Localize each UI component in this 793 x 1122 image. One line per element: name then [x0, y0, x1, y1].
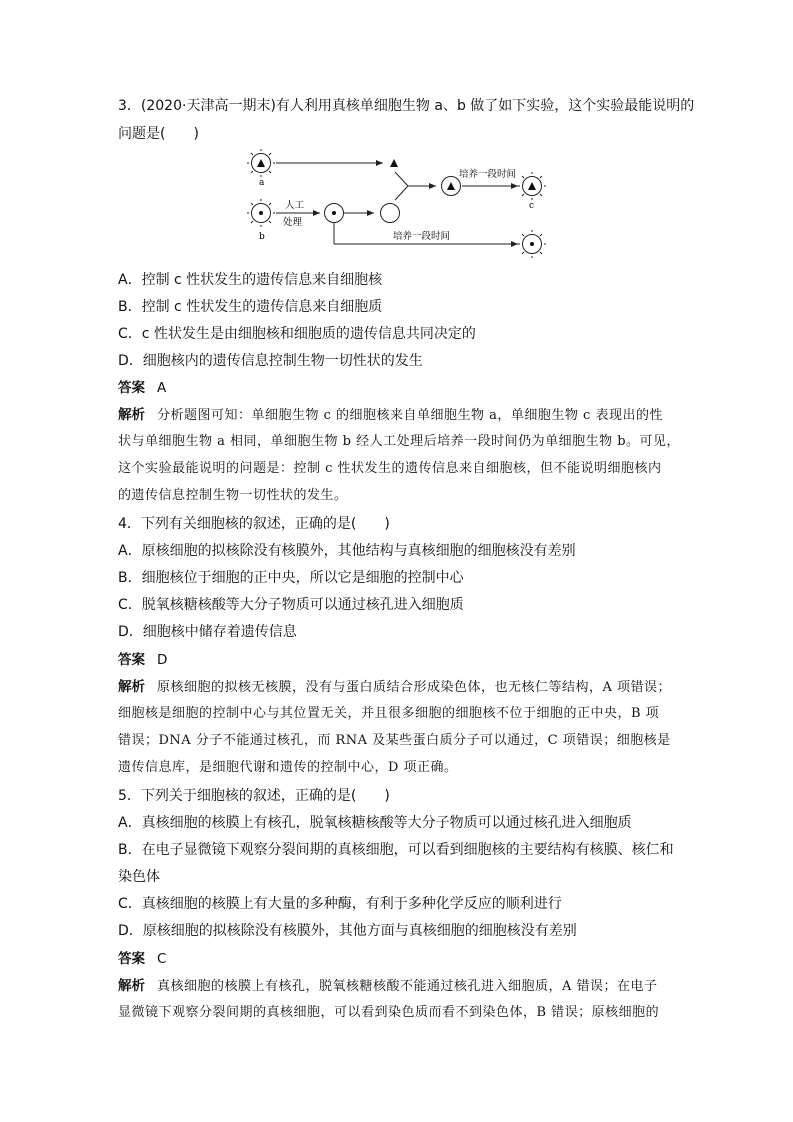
- label-c: c: [529, 201, 535, 211]
- q3-explain-line3: 这个实验最能说明的问题是：控制 c 性状发生的遗传信息来自细胞核，但不能说明细胞核内: [118, 461, 662, 476]
- q4-explain-line4: 遗传信息库，是细胞代谢和遗传的控制中心，D 项正确。: [118, 760, 458, 775]
- q4-explain-line3: 错误；DNA 分子不能通过核孔，而 RNA 及某些蛋白质分子可以通过，C 项错误；细胞核是: [118, 733, 671, 748]
- q3-option-c: C．c 性状发生是由细胞核和细胞质的遗传信息共同决定的: [118, 326, 476, 342]
- q4-explain-line2: 细胞核是细胞的控制中心与其位置无关，并且很多细胞的细胞核不位于细胞的正中央，B 项: [118, 706, 660, 721]
- q3-explain-line4: 的遗传信息控制生物一切性状的发生。: [118, 488, 348, 503]
- q5-stem: 5．下列关于细胞核的叙述，正确的是( ): [118, 788, 390, 804]
- q5-explain-line2: 显微镜下观察分裂间期的真核细胞，可以看到染色质而看不到染色体，B 错误；原核细胞的: [118, 1005, 660, 1020]
- answer-value: C: [157, 951, 167, 967]
- q4-option-d: D．细胞核中储存着遗传信息: [118, 624, 297, 640]
- label-b: b: [259, 232, 265, 242]
- cell-c-icon: [518, 172, 546, 200]
- q5-option-d: D．原核细胞的拟核除没有核膜外，其他方面与真核细胞的细胞核没有差别: [118, 923, 577, 939]
- process-label-line2: 处理: [283, 217, 303, 228]
- explain-label: 解析: [118, 679, 145, 695]
- q3-explain-line1: [118, 405, 663, 426]
- culture-top-label: 培养一段时间: [459, 169, 517, 180]
- explain-text: 原核细胞的拟核无核膜，没有与蛋白质结合形成染色体，也无核仁等结构，A 项错误；: [157, 680, 672, 695]
- answer-label: 答案: [118, 951, 145, 967]
- enucleated-cell-icon: [381, 204, 400, 223]
- q5-option-b-line1: B．在电子显微镜下观察分裂间期的真核细胞，可以看到细胞核的主要结构有核膜、核仁和: [118, 842, 674, 858]
- q5-explain-line1: [118, 976, 658, 997]
- q3-experiment-diagram: [243, 147, 543, 262]
- q4-option-a: A．原核细胞的拟核除没有核膜外，其他结构与真核细胞的细胞核没有差别: [118, 543, 576, 559]
- cell-combined-icon: [442, 177, 461, 196]
- merge-line-lower: [395, 186, 408, 200]
- explain-label: 解析: [118, 407, 145, 423]
- q3-option-a: A．控制 c 性状发生的遗传信息来自细胞核: [118, 272, 383, 288]
- answer-value: A: [157, 380, 167, 396]
- cell-a-icon: [247, 149, 275, 177]
- q3-option-d: D．细胞核内的遗传信息控制生物一切性状的发生: [118, 353, 423, 369]
- q3-stem-line1: 3．(2020·天津高一期末)有人利用真核单细胞生物 a、b 做了如下实验，这个实验最能说明的: [118, 98, 695, 114]
- merge-line-upper: [395, 172, 408, 186]
- cell-b-processed-icon: [325, 204, 344, 223]
- q5-answer: [118, 949, 166, 969]
- explain-text: 真核细胞的核膜上有核孔，脱氧核糖核酸不能通过核孔进入细胞质，A 错误；在电子: [157, 979, 658, 994]
- cell-b-result-icon: [518, 230, 546, 258]
- answer-label: 答案: [118, 380, 145, 396]
- q4-option-b: B．细胞核位于细胞的正中央，所以它是细胞的控制中心: [118, 570, 464, 586]
- q5-option-b-line2: 染色体: [118, 869, 160, 885]
- cell-b-icon: [247, 199, 275, 227]
- answer-value: D: [157, 652, 168, 668]
- nucleus-a-triangle-icon: [390, 159, 398, 167]
- q3-stem-line2: 问题是( ): [118, 126, 199, 142]
- culture-bottom-label: 培养一段时间: [393, 231, 451, 242]
- label-a: a: [259, 178, 265, 188]
- q4-stem: 4．下列有关细胞核的叙述，正确的是( ): [118, 516, 390, 532]
- process-label-line1: 人工: [285, 200, 305, 211]
- q3-explain-line2: 状与单细胞生物 a 相同，单细胞生物 b 经人工处理后培养一段时间仍为单细胞生物 b。可见，: [118, 434, 681, 449]
- explain-text: 分析题图可知：单细胞生物 c 的细胞核来自单细胞生物 a，单细胞生物 c 表现出的性: [157, 408, 663, 423]
- q5-option-a: A．真核细胞的核膜上有核孔，脱氧核糖核酸等大分子物质可以通过核孔进入细胞质: [118, 815, 632, 831]
- q4-explain-line1: [118, 677, 671, 698]
- q3-option-b: B．控制 c 性状发生的遗传信息来自细胞质: [118, 299, 383, 315]
- q4-answer: [118, 650, 167, 670]
- q3-answer: [118, 378, 166, 398]
- q4-option-c: C．脱氧核糖核酸等大分子物质可以通过核孔进入细胞质: [118, 597, 464, 613]
- answer-label: 答案: [118, 652, 145, 668]
- explain-label: 解析: [118, 978, 145, 994]
- q5-option-c: C．真核细胞的核膜上有大量的多种酶，有利于多种化学反应的顺利进行: [118, 896, 562, 912]
